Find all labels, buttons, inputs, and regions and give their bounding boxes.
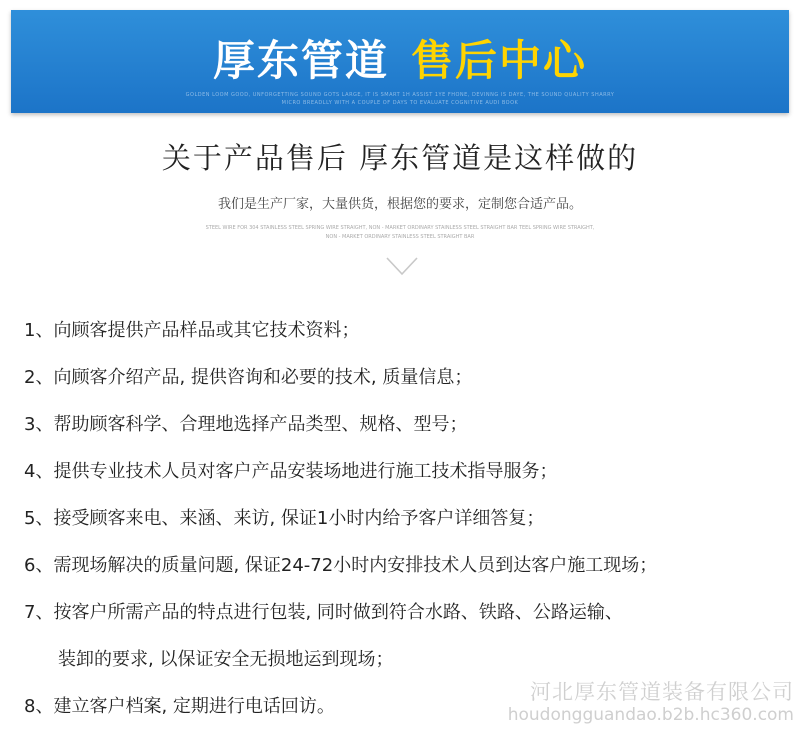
watermark-url: houdongguandao.b2b.hc360.com <box>507 705 794 725</box>
english-caption: STEEL WIRE FOR 304 STAINLESS STEEL SPRING WIRE STRAIGHT, NON - MARKET ORDINARY STAINLESS STEEL STRAIGHT BAR TEEL SPRING WIRE STRAIGHT, NON - MARKET ORDINARY STAINLESS STEEL STRAIGHT BAR <box>205 225 595 240</box>
banner-subtitle: GOLDEN LOOM GOOD, UNFORGETTING SOUND GOTS LARGE, IT IS SMART 1H ASSIST 1YE FHONE, DEVINNG IS DAYE, THE SOUND QUALITY SHARRY MICRO BREADLLY WITH A COUPLE OF DAYS TO EVALUATE COGNITIVE AUDI BOOK <box>185 92 615 106</box>
list-item: 8、建立客户档案, 定期进行电话回访。 <box>24 696 335 717</box>
banner-title <box>11 36 789 86</box>
chevron-down-icon <box>385 255 419 277</box>
service-center-title: 售后中心 <box>411 36 588 85</box>
list-item: 2、向顾客介绍产品, 提供咨询和必要的技术, 质量信息； <box>24 367 473 388</box>
list-item: 4、提供专业技术人员对客户产品安装场地进行施工技术指导服务； <box>24 461 558 482</box>
list-item: 3、帮助顾客科学、合理地选择产品类型、规格、型号； <box>24 414 468 435</box>
watermark-company: 河北厚东管道装备有限公司 <box>530 680 794 704</box>
header-banner <box>11 10 789 113</box>
list-item: 5、接受顾客来电、来涵、来访, 保证1小时内给予客户详细答复； <box>24 508 545 529</box>
page-description: 我们是生产厂家，大量供货，根据您的要求，定制您合适产品。 <box>217 197 582 212</box>
list-item: 1、向顾客提供产品样品或其它技术资料； <box>24 320 360 341</box>
service-list <box>24 307 657 730</box>
list-item-continuation: 装卸的要求, 以保证安全无损地运到现场； <box>58 649 394 670</box>
list-item: 7、按客户所需产品的特点进行包装, 同时做到符合水路、铁路、公路运输、 <box>24 602 623 623</box>
watermark <box>508 680 794 726</box>
page-heading: 关于产品售后 厚东管道是这样做的 <box>161 141 639 175</box>
list-item: 6、需现场解决的质量问题, 保证24-72小时内安排技术人员到达客户施工现场； <box>24 555 658 576</box>
brand-name: 厚东管道 <box>212 36 389 85</box>
